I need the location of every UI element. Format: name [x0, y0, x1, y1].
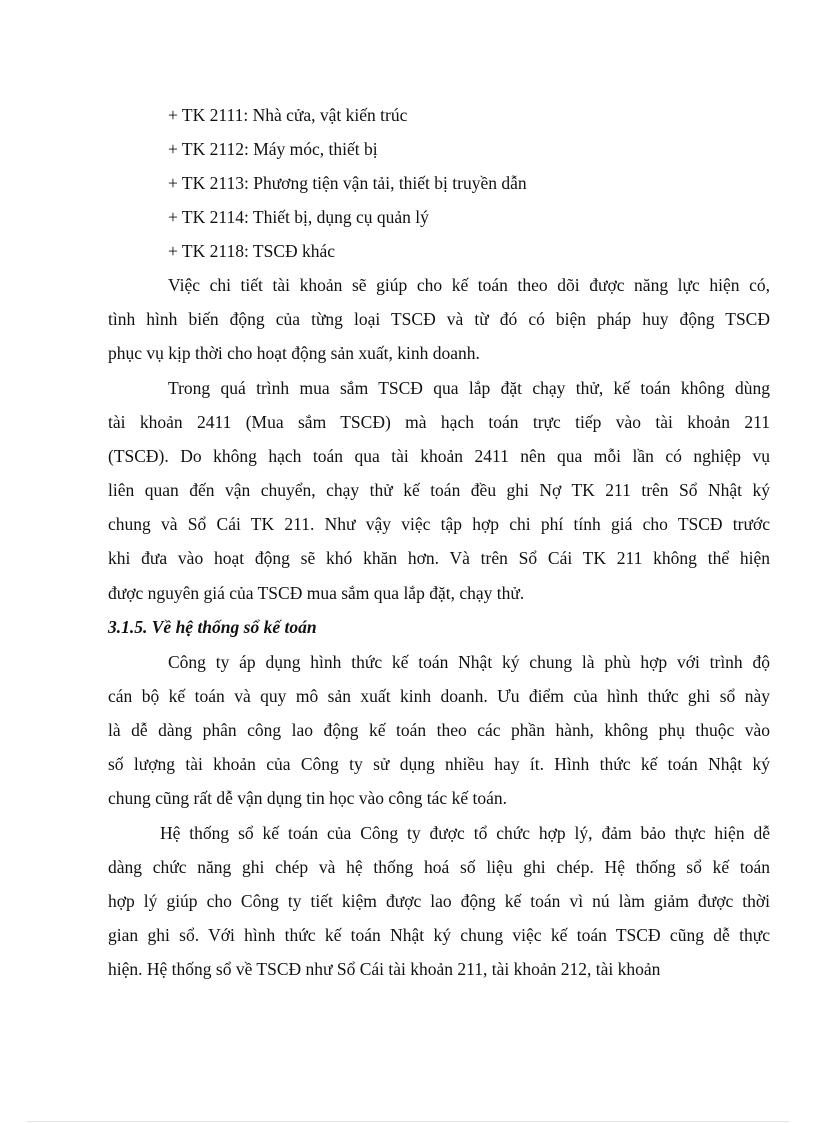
paragraph3-line-4: số lượng tài khoản của Công ty sử dụng nhiều hay ít. Hình thức kế toán Nhật ký — [108, 754, 770, 774]
paragraph3-line-5: chung cũng rất dễ vận dụng tin học vào công tác kế toán. — [108, 788, 507, 808]
paragraph3-line-2: cán bộ kế toán và quy mô sản xuất kinh doanh. Ưu điểm của hình thức ghi sổ này — [108, 686, 770, 706]
paragraph2-line-5: chung và Sổ Cái TK 211. Như vậy việc tập hợp chi phí tính giá cho TSCĐ trước — [108, 514, 770, 534]
bullet-tk-2113: + TK 2113: Phương tiện vận tải, thiết bị truyền dẫn — [168, 173, 527, 193]
bullet-tk-2112: + TK 2112: Máy móc, thiết bị — [168, 139, 378, 159]
bullet-tk-2118: + TK 2118: TSCĐ khác — [168, 241, 336, 261]
paragraph2-line-7: được nguyên giá của TSCĐ mua sắm qua lắp đặt, chạy thử. — [108, 583, 525, 603]
paragraph3-line-3: là dễ dàng phân công lao động kế toán theo các phần hành, không phụ thuộc vào — [108, 720, 770, 740]
paragraph2-line-2: tài khoản 2411 (Mua sắm TSCĐ) mà hạch toán trực tiếp vào tài khoản 211 — [108, 412, 770, 432]
section-heading: 3.1.5. Về hệ thống sổ kế toán — [108, 617, 317, 637]
page-bottom-rule — [26, 1121, 790, 1122]
paragraph2-line-3: (TSCĐ). Do không hạch toán qua tài khoản 2411 nên qua mỗi lần có nghiệp vụ — [108, 446, 770, 466]
paragraph4-line-5: hiện. Hệ thống sổ về TSCĐ như Sổ Cái tài khoản 211, tài khoản 212, tài khoản — [108, 959, 661, 979]
bullet-tk-2114: + TK 2114: Thiết bị, dụng cụ quản lý — [168, 207, 429, 227]
paragraph4-line-1: Hệ thống sổ kế toán của Công ty được tổ chức hợp lý, đảm bảo thực hiện dễ — [160, 823, 770, 843]
paragraph3-line-1: Công ty áp dụng hình thức kế toán Nhật ký chung là phù hợp với trình độ — [168, 652, 770, 672]
paragraph2-line-6: khi đưa vào hoạt động sẽ khó khăn hơn. Và trên Sổ Cái TK 211 không thể hiện — [108, 548, 770, 568]
paragraph4-line-2: dàng chức năng ghi chép và hệ thống hoá số liệu ghi chép. Hệ thống sổ kế toán — [108, 857, 770, 877]
paragraph1-line-3: phục vụ kịp thời cho hoạt động sản xuất, kinh doanh. — [108, 343, 480, 363]
paragraph1-line-2: tình hình biến động của từng loại TSCĐ và từ đó có biện pháp huy động TSCĐ — [108, 309, 770, 329]
paragraph1-line-1: Việc chi tiết tài khoản sẽ giúp cho kế toán theo dõi được năng lực hiện có, — [168, 275, 770, 295]
paragraph2-line-4: liên quan đến vận chuyển, chạy thử kế toán đều ghi Nợ TK 211 trên Sổ Nhật ký — [108, 480, 770, 500]
bullet-tk-2111: + TK 2111: Nhà cửa, vật kiến trúc — [168, 105, 408, 125]
paragraph4-line-3: hợp lý giúp cho Công ty tiết kiệm được lao động kế toán vì nú làm giảm được thời — [108, 891, 770, 911]
paragraph4-line-4: gian ghi sổ. Với hình thức kế toán Nhật ký chung việc kế toán TSCĐ cũng dễ thực — [108, 925, 770, 945]
paragraph2-line-1: Trong quá trình mua sắm TSCĐ qua lắp đặt chạy thử, kế toán không dùng — [168, 378, 770, 398]
